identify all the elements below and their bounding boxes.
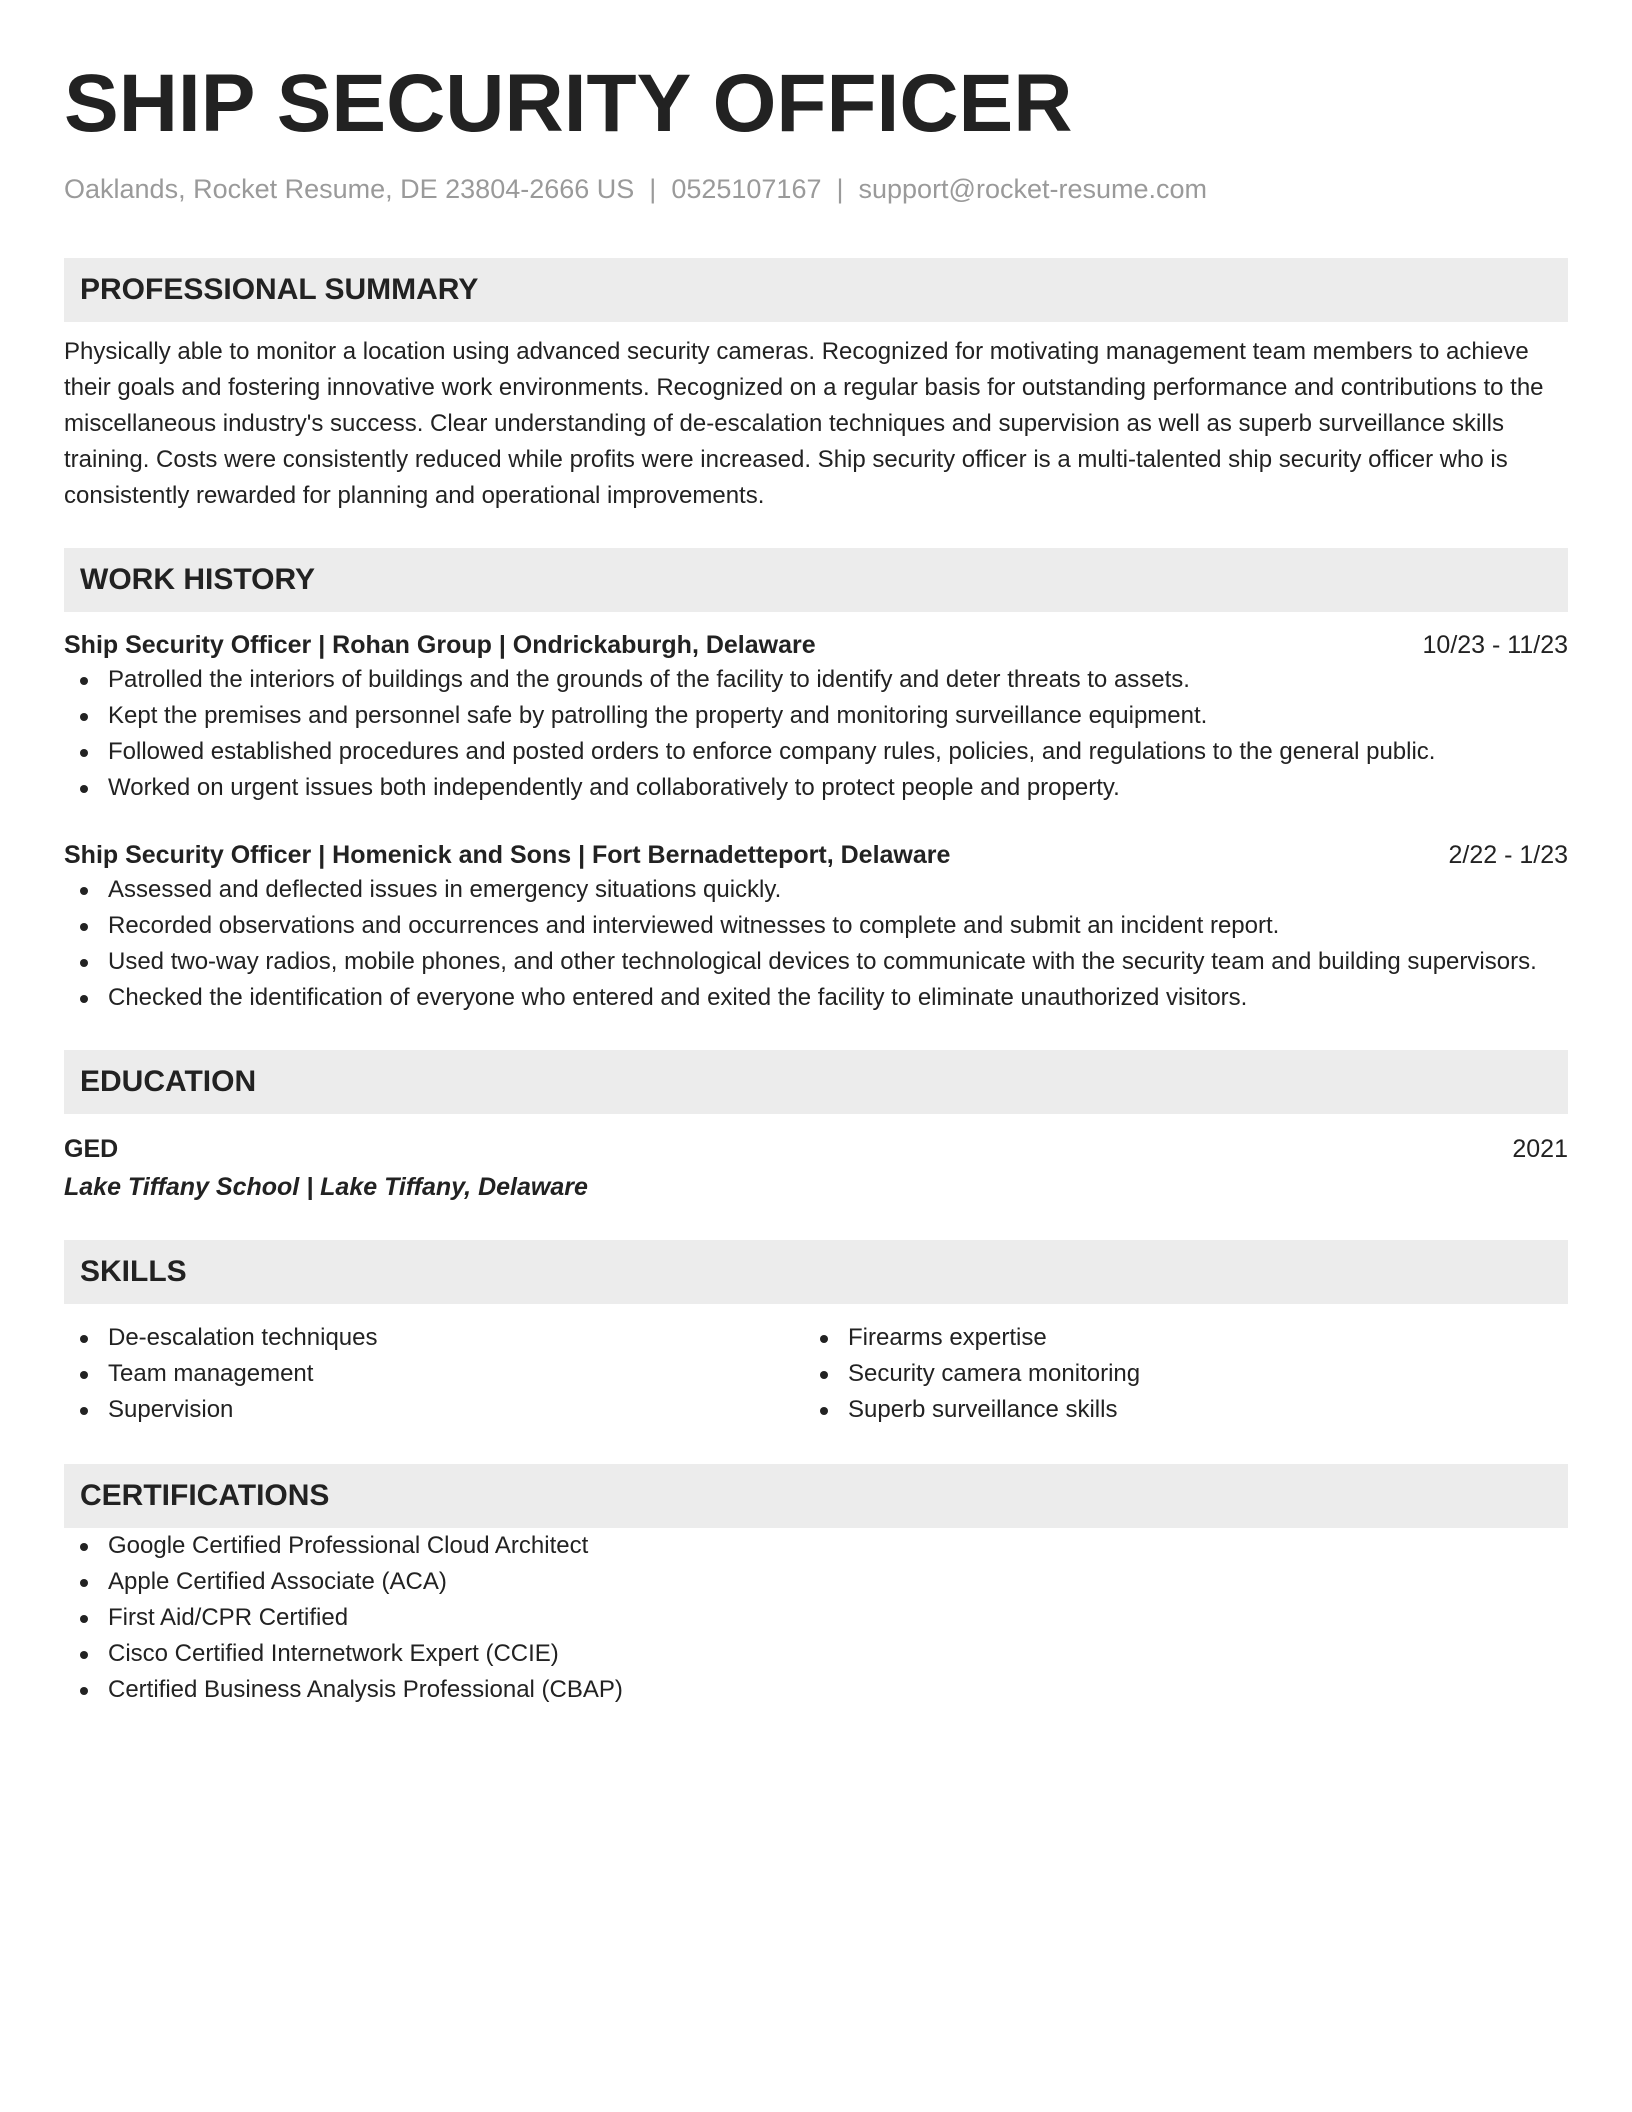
list-item: Assessed and deflected issues in emergency situations quickly. (64, 872, 1568, 908)
list-item: Certified Business Analysis Professional (CBAP) (64, 1672, 1568, 1708)
contact-separator: | (649, 174, 657, 204)
education-school: Lake Tiffany School | Lake Tiffany, Delaware (64, 1173, 588, 1201)
list-item: Team management (64, 1356, 804, 1392)
section-header-summary: PROFESSIONAL SUMMARY (64, 258, 1568, 322)
skills-columns (64, 1320, 1568, 1428)
list-item: Superb surveillance skills (804, 1392, 1564, 1428)
job-entry-header (64, 628, 1568, 662)
education-entry (64, 1132, 1568, 1166)
list-item: Recorded observations and occurrences and interviewed witnesses to complete and submit an incident report. (64, 908, 1568, 944)
education-year: 2021 (1512, 1135, 1568, 1163)
list-item: Kept the premises and personnel safe by patrolling the property and monitoring surveillance equipment. (64, 698, 1568, 734)
list-item: Patrolled the interiors of buildings and the grounds of the facility to identify and deter threats to assets. (64, 662, 1568, 698)
job-entry-header (64, 838, 1568, 872)
section-header-certifications: CERTIFICATIONS (64, 1464, 1568, 1528)
list-item: Apple Certified Associate (ACA) (64, 1564, 1568, 1600)
contact-line (64, 172, 1568, 206)
list-item: First Aid/CPR Certified (64, 1600, 1568, 1636)
job-duties-list (64, 872, 1568, 1016)
list-item: Firearms expertise (804, 1320, 1564, 1356)
list-item: Security camera monitoring (804, 1356, 1564, 1392)
job-dates: 10/23 - 11/23 (1422, 631, 1568, 659)
contact-separator: | (836, 174, 844, 204)
list-item: Followed established procedures and posted orders to enforce company rules, policies, and regulations to the general public. (64, 734, 1568, 770)
skills-list-left (64, 1320, 804, 1428)
job-title: Ship Security Officer | Rohan Group | Ondrickaburgh, Delaware (64, 631, 816, 659)
section-header-education: EDUCATION (64, 1050, 1568, 1114)
list-item: Used two-way radios, mobile phones, and other technological devices to communicate with the security team and building supervisors. (64, 944, 1568, 980)
resume-name: SHIP SECURITY OFFICER (64, 58, 1073, 149)
list-item: Google Certified Professional Cloud Architect (64, 1528, 1568, 1564)
contact-email: support@rocket-resume.com (858, 174, 1208, 204)
education-degree: GED (64, 1135, 119, 1163)
list-item: Checked the identification of everyone who entered and exited the facility to eliminate unauthorized visitors. (64, 980, 1568, 1016)
job-dates: 2/22 - 1/23 (1448, 841, 1568, 869)
list-item: Cisco Certified Internetwork Expert (CCIE) (64, 1636, 1568, 1672)
section-header-skills: SKILLS (64, 1240, 1568, 1304)
contact-address: Oaklands, Rocket Resume, DE 23804-2666 US (64, 174, 635, 204)
list-item: Worked on urgent issues both independently and collaboratively to protect people and property. (64, 770, 1568, 806)
section-header-work-history: WORK HISTORY (64, 548, 1568, 612)
summary-text: Physically able to monitor a location using advanced security cameras. Recognized for motivating management team members to achieve their goals and fostering innovative work environments. Recognized on a regular basis for outstanding performance and contributions to the miscellaneous industry's success. Clear understanding of de-escalation techniques and supervision as well as superb surveillance skills training. Costs were consistently reduced while profits were increased. Ship security officer is a multi-talented ship security officer who is consistently rewarded for planning and operational improvements. (64, 338, 1544, 509)
skills-list-right (804, 1320, 1564, 1428)
list-item: De-escalation techniques (64, 1320, 804, 1356)
list-item: Supervision (64, 1392, 804, 1428)
certifications-list (64, 1528, 1568, 1708)
job-title: Ship Security Officer | Homenick and Sons | Fort Bernadetteport, Delaware (64, 841, 951, 869)
contact-phone: 0525107167 (671, 174, 822, 204)
job-duties-list (64, 662, 1568, 806)
